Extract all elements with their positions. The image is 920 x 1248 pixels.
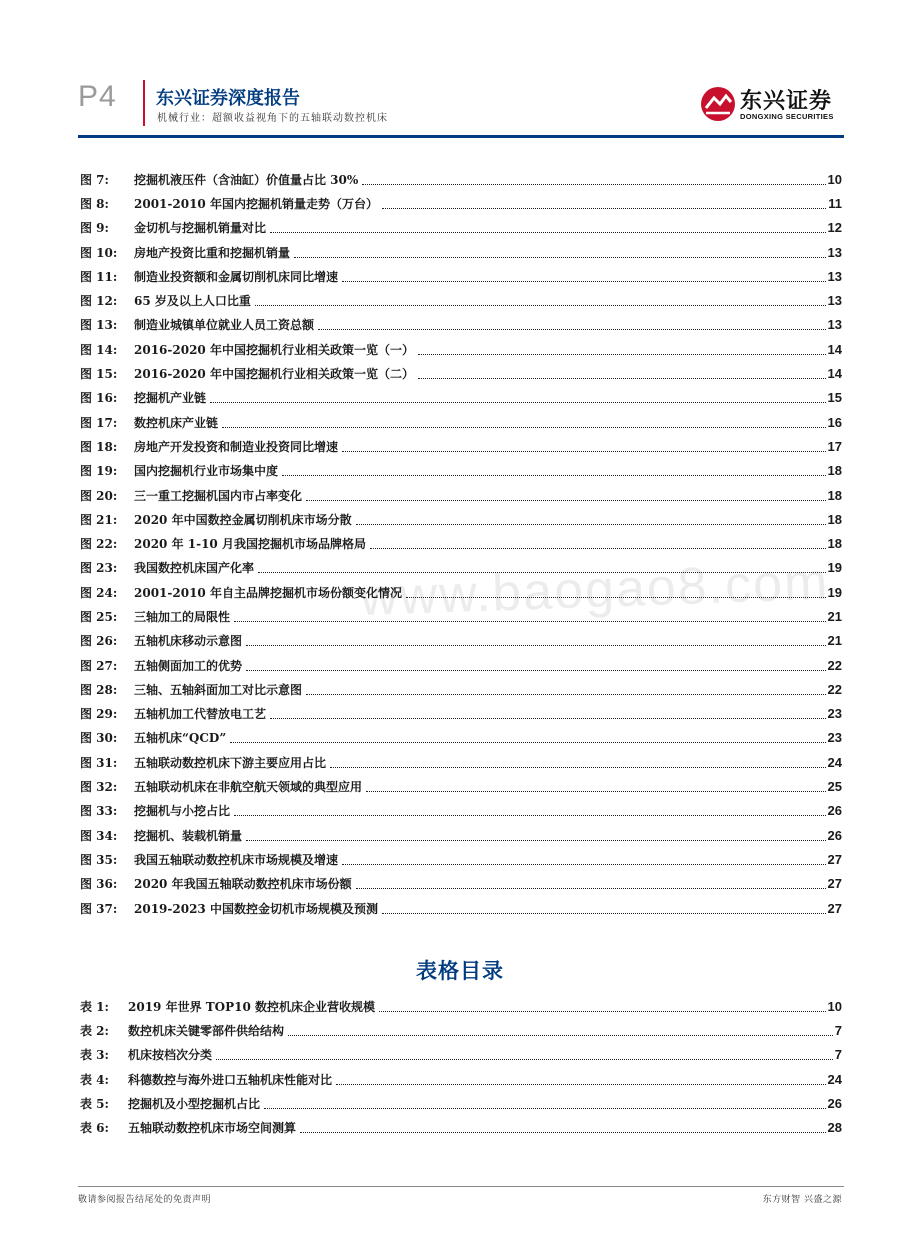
entry-title: 挖掘机与小挖占比 xyxy=(134,804,231,819)
dot-leader xyxy=(288,1023,833,1036)
entry-label: 图 9: xyxy=(80,221,109,236)
entry-title: 金切机与挖掘机销量对比 xyxy=(134,221,267,236)
entry-title: 2001-2010 年国内挖掘机销量走势（万台） xyxy=(134,196,378,211)
entry-page-number: 22 xyxy=(827,681,842,697)
dot-leader xyxy=(246,658,826,671)
entry-page-number: 13 xyxy=(827,244,842,260)
entry-page-number: 11 xyxy=(828,195,842,211)
entry-label: 图 12: xyxy=(80,294,118,309)
figure-toc-entry[interactable] xyxy=(80,507,842,531)
dot-leader xyxy=(246,633,826,646)
entry-page-number: 10 xyxy=(827,998,842,1014)
entry-label: 图 14: xyxy=(80,342,118,357)
dot-leader xyxy=(342,852,826,865)
figure-toc-entry[interactable] xyxy=(80,823,842,847)
entry-label: 图 25: xyxy=(80,609,118,624)
table-toc-entry[interactable] xyxy=(80,1067,842,1091)
figure-toc-entry[interactable] xyxy=(80,459,842,483)
figure-toc-entry[interactable] xyxy=(80,531,842,555)
entry-title: 2019-2023 中国数控金切机市场规模及预测 xyxy=(134,901,378,916)
entry-label: 表 3: xyxy=(80,1048,109,1063)
watermark: www.baogao8.com xyxy=(359,552,831,628)
entry-page-number: 13 xyxy=(827,293,842,309)
dot-leader xyxy=(342,269,826,282)
entry-page-number: 10 xyxy=(827,171,842,187)
entry-label: 图 27: xyxy=(80,658,118,673)
entry-label: 图 37: xyxy=(80,901,118,916)
entry-title: 2001-2010 年自主品牌挖掘机市场份额变化情况 xyxy=(134,585,402,600)
figure-toc-entry[interactable] xyxy=(80,361,842,385)
entry-page-number: 26 xyxy=(827,803,842,819)
entry-page-number: 24 xyxy=(827,754,842,770)
figure-toc-entry[interactable] xyxy=(80,337,842,361)
entry-label: 图 7: xyxy=(80,172,109,187)
entry-label: 图 16: xyxy=(80,391,118,406)
entry-label: 图 15: xyxy=(80,367,118,382)
footer-disclaimer: 敬请参阅报告结尾处的免责声明 xyxy=(78,1195,212,1205)
entry-title: 五轴联动机床在非航空航天领域的典型应用 xyxy=(134,780,363,795)
figure-toc-entry[interactable] xyxy=(80,264,842,288)
entry-page-number: 13 xyxy=(827,317,842,333)
entry-title: 我国五轴联动数控机床市场规模及增速 xyxy=(134,852,339,867)
entry-page-number: 27 xyxy=(827,876,842,892)
entry-label: 图 32: xyxy=(80,780,118,795)
figure-toc-entry[interactable] xyxy=(80,434,842,458)
dot-leader xyxy=(255,293,826,306)
table-toc-entry[interactable] xyxy=(80,1091,842,1115)
figure-toc-entry[interactable] xyxy=(80,167,842,191)
entry-title: 房地产开发投资和制造业投资同比增速 xyxy=(134,439,339,454)
entry-label: 图 35: xyxy=(80,852,118,867)
dot-leader xyxy=(382,901,826,914)
entry-title: 2016-2020 年中国挖掘机行业相关政策一览（二） xyxy=(134,367,414,382)
entry-label: 图 22: xyxy=(80,537,118,552)
figure-toc-entry[interactable] xyxy=(80,556,842,580)
entry-page-number: 18 xyxy=(827,536,842,552)
entry-page-number: 19 xyxy=(827,584,842,600)
dot-leader xyxy=(258,560,826,573)
entry-title: 我国数控机床国产化率 xyxy=(134,561,255,576)
entry-title: 五轴机加工代替放电工艺 xyxy=(134,707,267,722)
dot-leader xyxy=(330,755,826,768)
entry-page-number: 14 xyxy=(827,366,842,382)
entry-title: 2016-2020 年中国挖掘机行业相关政策一览（一） xyxy=(134,342,414,357)
figure-toc-entry[interactable] xyxy=(80,896,842,920)
entry-page-number: 21 xyxy=(827,608,842,624)
entry-page-number: 18 xyxy=(827,511,842,527)
dot-leader xyxy=(382,196,826,209)
entry-label: 表 4: xyxy=(80,1072,109,1087)
dot-leader xyxy=(418,366,826,379)
entry-label: 表 2: xyxy=(80,1023,109,1038)
dot-leader xyxy=(216,1047,833,1060)
dot-leader xyxy=(356,876,826,889)
tables-heading: 表格目录 xyxy=(416,959,504,983)
entry-page-number: 18 xyxy=(827,463,842,479)
page-header xyxy=(0,0,920,142)
dot-leader xyxy=(222,415,826,428)
figure-toc-entry[interactable] xyxy=(80,191,842,215)
entry-label: 图 10: xyxy=(80,245,118,260)
figure-toc-entry[interactable] xyxy=(80,386,842,410)
figure-toc-entry[interactable] xyxy=(80,774,842,798)
entry-label: 图 8: xyxy=(80,196,109,211)
entry-page-number: 22 xyxy=(827,657,842,673)
dot-leader xyxy=(379,999,825,1012)
entry-title: 2019 年世界 TOP10 数控机床企业营收规模 xyxy=(128,999,376,1014)
figure-toc-entry[interactable] xyxy=(80,750,842,774)
dot-leader xyxy=(306,682,826,695)
entry-title: 挖掘机液压件（含油缸）价值量占比 30% xyxy=(134,172,359,187)
figure-toc-entry[interactable] xyxy=(80,726,842,750)
dot-leader xyxy=(210,390,826,403)
page-number: P4 xyxy=(78,80,117,113)
entry-page-number: 18 xyxy=(827,487,842,503)
logo-mark-icon xyxy=(700,86,736,122)
dot-leader xyxy=(294,245,826,258)
dot-leader xyxy=(336,1072,826,1085)
figure-toc-entry[interactable] xyxy=(80,629,842,653)
header-rule xyxy=(78,135,844,138)
entry-title: 数控机床关键零部件供给结构 xyxy=(128,1023,285,1038)
entry-page-number: 21 xyxy=(827,633,842,649)
table-list xyxy=(80,994,842,1140)
dot-leader xyxy=(270,706,826,719)
entry-label: 图 19: xyxy=(80,464,118,479)
entry-label: 图 17: xyxy=(80,415,118,430)
entry-title: 科德数控与海外进口五轴机床性能对比 xyxy=(128,1072,333,1087)
entry-title: 2020 年中国数控金属切削机床市场分散 xyxy=(134,512,352,527)
entry-label: 表 6: xyxy=(80,1121,109,1136)
figure-toc-entry[interactable] xyxy=(80,483,842,507)
entry-label: 图 26: xyxy=(80,634,118,649)
entry-page-number: 14 xyxy=(827,341,842,357)
logo-text-en: DONGXING SECURITIES xyxy=(740,112,834,121)
figure-toc-entry[interactable] xyxy=(80,288,842,312)
entry-label: 表 5: xyxy=(80,1096,109,1111)
figure-toc-entry[interactable] xyxy=(80,604,842,628)
entry-label: 图 11: xyxy=(80,269,118,284)
table-toc-entry[interactable] xyxy=(80,1115,842,1139)
entry-label: 图 23: xyxy=(80,561,118,576)
figure-toc-entry[interactable] xyxy=(80,240,842,264)
entry-page-number: 13 xyxy=(827,268,842,284)
entry-title: 房地产投资比重和挖掘机销量 xyxy=(134,245,291,260)
dot-leader xyxy=(230,730,825,743)
dot-leader xyxy=(342,439,826,452)
entry-title: 三一重工挖掘机国内市占率变化 xyxy=(134,488,303,503)
figure-toc-entry[interactable] xyxy=(80,872,842,896)
entry-label: 图 33: xyxy=(80,804,118,819)
dot-leader xyxy=(300,1120,826,1133)
dot-leader xyxy=(406,585,826,598)
footer-rule xyxy=(78,1186,844,1187)
dot-leader xyxy=(366,779,826,792)
entry-page-number: 12 xyxy=(827,220,842,236)
figure-toc-entry[interactable] xyxy=(80,216,842,240)
figure-toc-entry[interactable] xyxy=(80,677,842,701)
entry-title: 五轴联动数控机床下游主要应用占比 xyxy=(134,755,327,770)
dot-leader xyxy=(362,172,825,185)
entry-page-number: 7 xyxy=(834,1047,842,1063)
entry-page-number: 23 xyxy=(827,706,842,722)
entry-title: 挖掘机及小型挖掘机占比 xyxy=(128,1096,261,1111)
figure-toc-entry[interactable] xyxy=(80,313,842,337)
entry-title: 五轴侧面加工的优势 xyxy=(134,658,243,673)
entry-page-number: 16 xyxy=(827,414,842,430)
logo-text-cn: 东兴证券 xyxy=(740,89,833,114)
entry-title: 机床按档次分类 xyxy=(128,1048,213,1063)
entry-label: 表 1: xyxy=(80,999,109,1014)
dot-leader xyxy=(282,463,826,476)
entry-title: 数控机床产业链 xyxy=(134,415,219,430)
figure-toc-entry[interactable] xyxy=(80,653,842,677)
entry-title: 五轴联动数控机床市场空间测算 xyxy=(128,1121,297,1136)
dot-leader xyxy=(370,536,826,549)
dot-leader xyxy=(306,488,826,501)
entry-label: 图 20: xyxy=(80,488,118,503)
entry-label: 图 30: xyxy=(80,731,118,746)
report-subtitle: 机械行业：超额收益视角下的五轴联动数控机床 xyxy=(157,113,388,124)
entry-label: 图 31: xyxy=(80,755,118,770)
dot-leader xyxy=(234,609,826,622)
entry-page-number: 17 xyxy=(827,438,842,454)
entry-label: 图 21: xyxy=(80,512,118,527)
dot-leader xyxy=(264,1096,826,1109)
entry-label: 图 24: xyxy=(80,585,118,600)
figure-toc-entry[interactable] xyxy=(80,410,842,434)
entry-label: 图 18: xyxy=(80,439,118,454)
entry-title: 五轴机床“QCD” xyxy=(134,731,227,746)
entry-title: 三轴加工的局限性 xyxy=(134,609,231,624)
table-toc-entry[interactable] xyxy=(80,994,842,1018)
dot-leader xyxy=(418,342,826,355)
entry-page-number: 26 xyxy=(827,1095,842,1111)
entry-page-number: 19 xyxy=(827,560,842,576)
entry-title: 挖掘机产业链 xyxy=(134,391,207,406)
figure-toc-entry[interactable] xyxy=(80,580,842,604)
dot-leader xyxy=(356,512,826,525)
entry-page-number: 26 xyxy=(827,827,842,843)
figure-toc-entry[interactable] xyxy=(80,799,842,823)
figure-list xyxy=(80,167,842,920)
entry-label: 图 28: xyxy=(80,682,118,697)
figure-toc-entry[interactable] xyxy=(80,702,842,726)
dot-leader xyxy=(234,803,826,816)
entry-title: 国内挖掘机行业市场集中度 xyxy=(134,464,279,479)
entry-label: 图 34: xyxy=(80,828,118,843)
entry-page-number: 23 xyxy=(827,730,842,746)
entry-title: 2020 年我国五轴联动数控机床市场份额 xyxy=(134,877,352,892)
entry-page-number: 25 xyxy=(827,779,842,795)
entry-page-number: 28 xyxy=(827,1120,842,1136)
table-toc-entry[interactable] xyxy=(80,1043,842,1067)
figure-toc-entry[interactable] xyxy=(80,847,842,871)
entry-label: 图 13: xyxy=(80,318,118,333)
entry-title: 65 岁及以上人口比重 xyxy=(134,294,251,309)
dot-leader xyxy=(246,828,826,841)
entry-title: 三轴、五轴斜面加工对比示意图 xyxy=(134,682,303,697)
entry-title: 2020 年 1-10 月我国挖掘机市场品牌格局 xyxy=(134,537,366,552)
entry-title: 制造业投资额和金属切削机床同比增速 xyxy=(134,269,339,284)
report-title: 东兴证券深度报告 xyxy=(156,88,300,109)
entry-page-number: 27 xyxy=(827,900,842,916)
dot-leader xyxy=(318,317,826,330)
entry-page-number: 24 xyxy=(827,1071,842,1087)
entry-page-number: 27 xyxy=(827,851,842,867)
footer-slogan: 东方财智 兴盛之源 xyxy=(762,1195,842,1205)
entry-title: 制造业城镇单位就业人员工资总额 xyxy=(134,318,315,333)
entry-label: 图 29: xyxy=(80,707,118,722)
entry-page-number: 15 xyxy=(827,390,842,406)
entry-title: 挖掘机、装载机销量 xyxy=(134,828,243,843)
dot-leader xyxy=(270,220,826,233)
company-logo xyxy=(700,82,850,126)
table-toc-entry[interactable] xyxy=(80,1018,842,1042)
entry-page-number: 7 xyxy=(834,1022,842,1038)
header-divider xyxy=(143,80,145,126)
entry-title: 五轴机床移动示意图 xyxy=(134,634,243,649)
entry-label: 图 36: xyxy=(80,877,118,892)
